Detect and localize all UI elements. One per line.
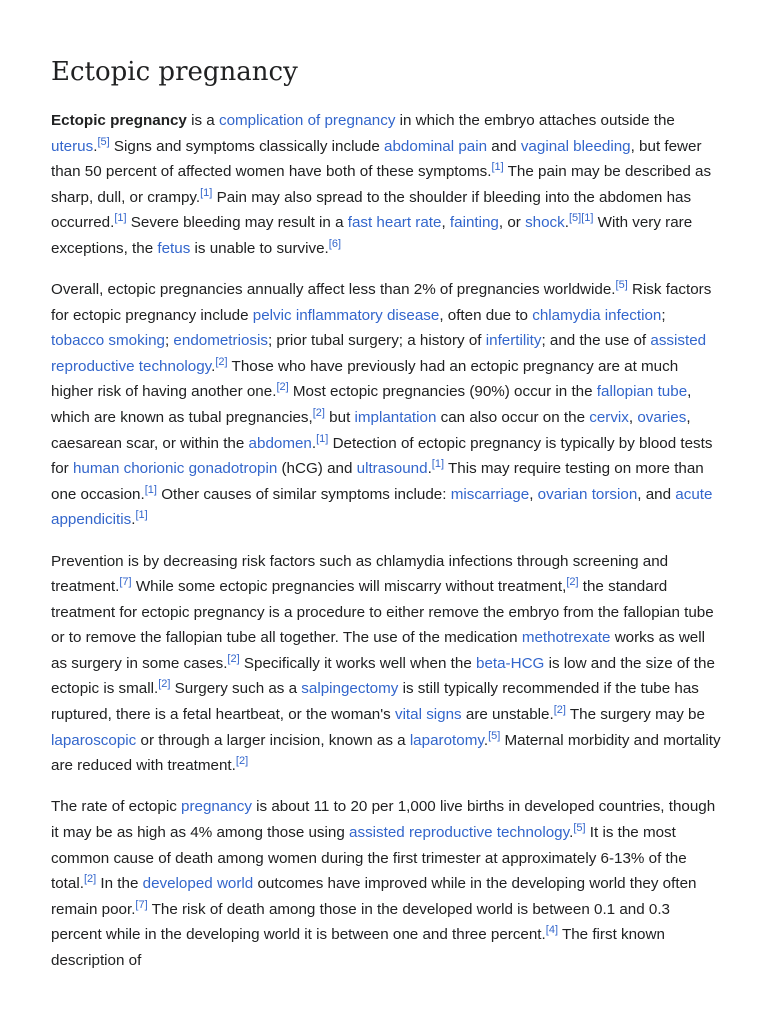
- body-text: outcomes have improved while in the developing world they often remain poor.: [51, 875, 697, 918]
- body-text: , but fewer than 50 percent of affected women have both of these symptoms.: [51, 137, 702, 181]
- citation-ref[interactable]: [1]: [581, 212, 594, 225]
- body-text: .: [569, 823, 574, 841]
- body-text: ; and the use of: [541, 332, 651, 350]
- citation-ref[interactable]: [5]: [573, 821, 586, 834]
- citation-ref[interactable]: [2]: [553, 704, 566, 716]
- body-text: are unstable.: [461, 706, 554, 724]
- citation-ref[interactable]: [1]: [491, 161, 504, 174]
- citation-ref[interactable]: [5]: [615, 279, 628, 291]
- body-text: While some ectopic pregnancies will miscarry without treatment,: [131, 578, 567, 596]
- wiki-link[interactable]: assisted reproductive technology: [51, 332, 707, 375]
- paragraph: [51, 549, 723, 779]
- body-text: , often due to: [439, 306, 533, 324]
- body-text: ;: [164, 332, 174, 350]
- body-text: Overall, ectopic pregnancies annually affect less than 2% of pregnancies worldwide.: [51, 281, 616, 299]
- body-text: ,: [529, 485, 538, 503]
- citation-ref[interactable]: [2]: [215, 355, 228, 368]
- wiki-link[interactable]: miscarriage: [450, 485, 530, 503]
- wiki-link[interactable]: methotrexate: [521, 629, 611, 647]
- body-text: ,: [441, 214, 450, 232]
- wiki-link[interactable]: vital signs: [394, 706, 462, 724]
- body-text: , which are known as tubal pregnancies,: [51, 383, 692, 427]
- wiki-link[interactable]: fast heart rate: [347, 214, 442, 232]
- body-text: .: [93, 137, 98, 155]
- body-text: is unable to survive.: [190, 239, 329, 257]
- body-text: .: [211, 357, 216, 375]
- body-text: works as well as surgery in some cases.: [51, 629, 706, 672]
- wiki-link[interactable]: cervix: [589, 409, 629, 427]
- paragraph: [51, 108, 723, 262]
- body-text: The rate of ectopic: [51, 798, 182, 816]
- citation-ref[interactable]: [2]: [276, 381, 289, 394]
- citation-ref[interactable]: [1]: [200, 186, 213, 199]
- body-text: Maternal morbidity and mortality are reduced with treatment.: [51, 731, 721, 775]
- body-text: Risk factors for ectopic pregnancy include: [51, 281, 712, 324]
- body-text: The pain may be described as sharp, dull, or crampy.: [51, 163, 712, 206]
- article-body: [51, 52, 723, 989]
- body-text: Prevention is by decreasing risk factors such as chlamydia infections through screening and treatment.: [51, 552, 669, 596]
- citation-ref[interactable]: [2]: [312, 406, 325, 419]
- body-text: ; prior tubal surgery; a history of: [267, 332, 486, 350]
- citation-ref[interactable]: [5]: [488, 729, 501, 742]
- wiki-link[interactable]: ultrasound: [356, 460, 428, 478]
- body-text: Other causes of similar symptoms include:: [156, 485, 451, 503]
- citation-ref[interactable]: [1]: [135, 509, 148, 522]
- body-text: In the: [96, 875, 143, 893]
- body-text: Specifically it works well when the: [239, 654, 476, 672]
- body-text: .: [311, 434, 317, 452]
- article-content: [51, 108, 723, 974]
- wiki-link[interactable]: fetus: [157, 239, 191, 257]
- wiki-link[interactable]: beta-HCG: [476, 654, 545, 672]
- citation-ref[interactable]: [2]: [83, 873, 97, 886]
- body-text: With very rare exceptions, the: [51, 214, 693, 257]
- wiki-link[interactable]: fainting: [449, 214, 499, 232]
- body-text: , or: [498, 214, 526, 232]
- body-text: ,: [628, 409, 638, 427]
- body-text: , and: [637, 485, 676, 503]
- wiki-link[interactable]: chlamydia infection: [532, 306, 662, 324]
- body-text: is low and the size of the ectopic is small.: [51, 654, 715, 698]
- wiki-link[interactable]: abdominal pain: [384, 137, 488, 155]
- body-text: This may require testing on more than one occasion.: [51, 460, 704, 503]
- wiki-link[interactable]: ovaries: [637, 409, 687, 427]
- wiki-link[interactable]: human chorionic gonadotropin: [72, 460, 278, 478]
- paragraph: [51, 277, 723, 533]
- wiki-link[interactable]: salpingectomy: [301, 680, 399, 698]
- body-text: .: [427, 460, 432, 478]
- wiki-link[interactable]: shock: [525, 214, 565, 232]
- wiki-link[interactable]: complication of pregnancy: [218, 112, 396, 129]
- body-text: It is the most common cause of death among women during the first trimester at approximately 6-13% of the total.: [51, 823, 687, 893]
- wiki-link[interactable]: laparotomy: [409, 731, 484, 749]
- paragraph: [51, 794, 723, 973]
- body-text: the standard treatment for ectopic pregnancy is a procedure to either remove the embryo from the fallopian tube or to remove the fallopian tube all together. The use of the medication: [51, 578, 714, 647]
- wiki-link[interactable]: uterus: [51, 137, 94, 155]
- citation-ref[interactable]: [2]: [235, 755, 249, 768]
- citation-ref[interactable]: [1]: [316, 432, 329, 445]
- wiki-link[interactable]: assisted reproductive technology: [349, 823, 570, 841]
- body-text: is about 11 to 20 per 1,000 live births in developed countries, though it may be as high as 4% among those using: [51, 798, 716, 841]
- wiki-link[interactable]: pregnancy: [181, 798, 252, 816]
- wiki-link[interactable]: laparoscopic: [51, 731, 137, 749]
- body-text: can also occur on the: [436, 409, 590, 427]
- wiki-link[interactable]: ovarian torsion: [537, 485, 638, 503]
- body-text: The risk of death among those in the developed world is between 0.1 and 0.3 percent while in the developing world it is between one and three percent.: [51, 900, 671, 944]
- body-text: Most ectopic pregnancies (90%) occur in the: [288, 383, 597, 401]
- page-title: Ectopic pregnancy: [51, 57, 298, 87]
- wiki-link[interactable]: vaginal bleeding: [520, 137, 631, 155]
- body-text: .: [131, 511, 136, 529]
- wiki-link[interactable]: endometriosis: [173, 332, 268, 350]
- body-text: .: [564, 214, 569, 232]
- wiki-link[interactable]: tobacco smoking: [51, 332, 165, 350]
- body-text: Pain may also spread to the shoulder if bleeding into the abdomen has occurred.: [51, 188, 692, 232]
- citation-ref[interactable]: [6]: [328, 237, 342, 250]
- body-text: in which the embryo attaches outside the: [395, 112, 675, 129]
- wiki-link[interactable]: fallopian tube: [596, 383, 688, 401]
- body-text: , caesarean scar, or within the: [51, 409, 691, 452]
- body-text: is still typically recommended if the tube has ruptured, there is a fetal heartbeat, or the woman's: [51, 680, 699, 724]
- body-text: ;: [661, 306, 666, 324]
- wiki-link[interactable]: infertility: [485, 332, 542, 350]
- wiki-link[interactable]: acute appendicitis: [51, 485, 713, 529]
- citation-ref[interactable]: [1]: [144, 483, 157, 496]
- body-text: .: [483, 731, 489, 749]
- body-text: The surgery may be: [565, 706, 705, 724]
- wiki-link[interactable]: abdomen: [248, 434, 312, 452]
- wiki-link[interactable]: developed world: [142, 875, 254, 893]
- citation-ref[interactable]: [4]: [545, 924, 558, 937]
- citation-ref[interactable]: [2]: [566, 576, 579, 589]
- citation-ref[interactable]: [5]: [568, 212, 582, 225]
- citation-ref[interactable]: [2]: [158, 678, 171, 691]
- body-text: Severe bleeding may result in a: [126, 214, 348, 232]
- body-text: Surgery such as a: [170, 680, 302, 698]
- body-text: but: [324, 409, 355, 427]
- body-text: or through a larger incision, known as a: [136, 731, 410, 749]
- body-text: and: [487, 137, 521, 155]
- citation-ref[interactable]: [2]: [227, 652, 240, 665]
- article-subject-bold: Ectopic pregnancy: [51, 112, 187, 129]
- body-text: Signs and symptoms classically include: [109, 137, 385, 155]
- body-text: (hCG) and: [277, 460, 357, 478]
- body-text: Detection of ectopic pregnancy is typically by blood tests for: [51, 434, 713, 478]
- wiki-link[interactable]: implantation: [354, 409, 437, 427]
- citation-ref[interactable]: [1]: [114, 212, 127, 225]
- citation-ref[interactable]: [5]: [97, 135, 110, 148]
- wiki-link[interactable]: pelvic inflammatory disease: [252, 306, 440, 324]
- body-text: The first known description of: [51, 926, 665, 969]
- body-text: Those who have previously had an ectopic pregnancy are at much higher risk of having another one.: [51, 357, 679, 401]
- citation-ref[interactable]: [7]: [135, 898, 148, 911]
- citation-ref[interactable]: [1]: [431, 458, 445, 471]
- body-text: is a: [186, 112, 219, 129]
- citation-ref[interactable]: [7]: [119, 576, 132, 589]
